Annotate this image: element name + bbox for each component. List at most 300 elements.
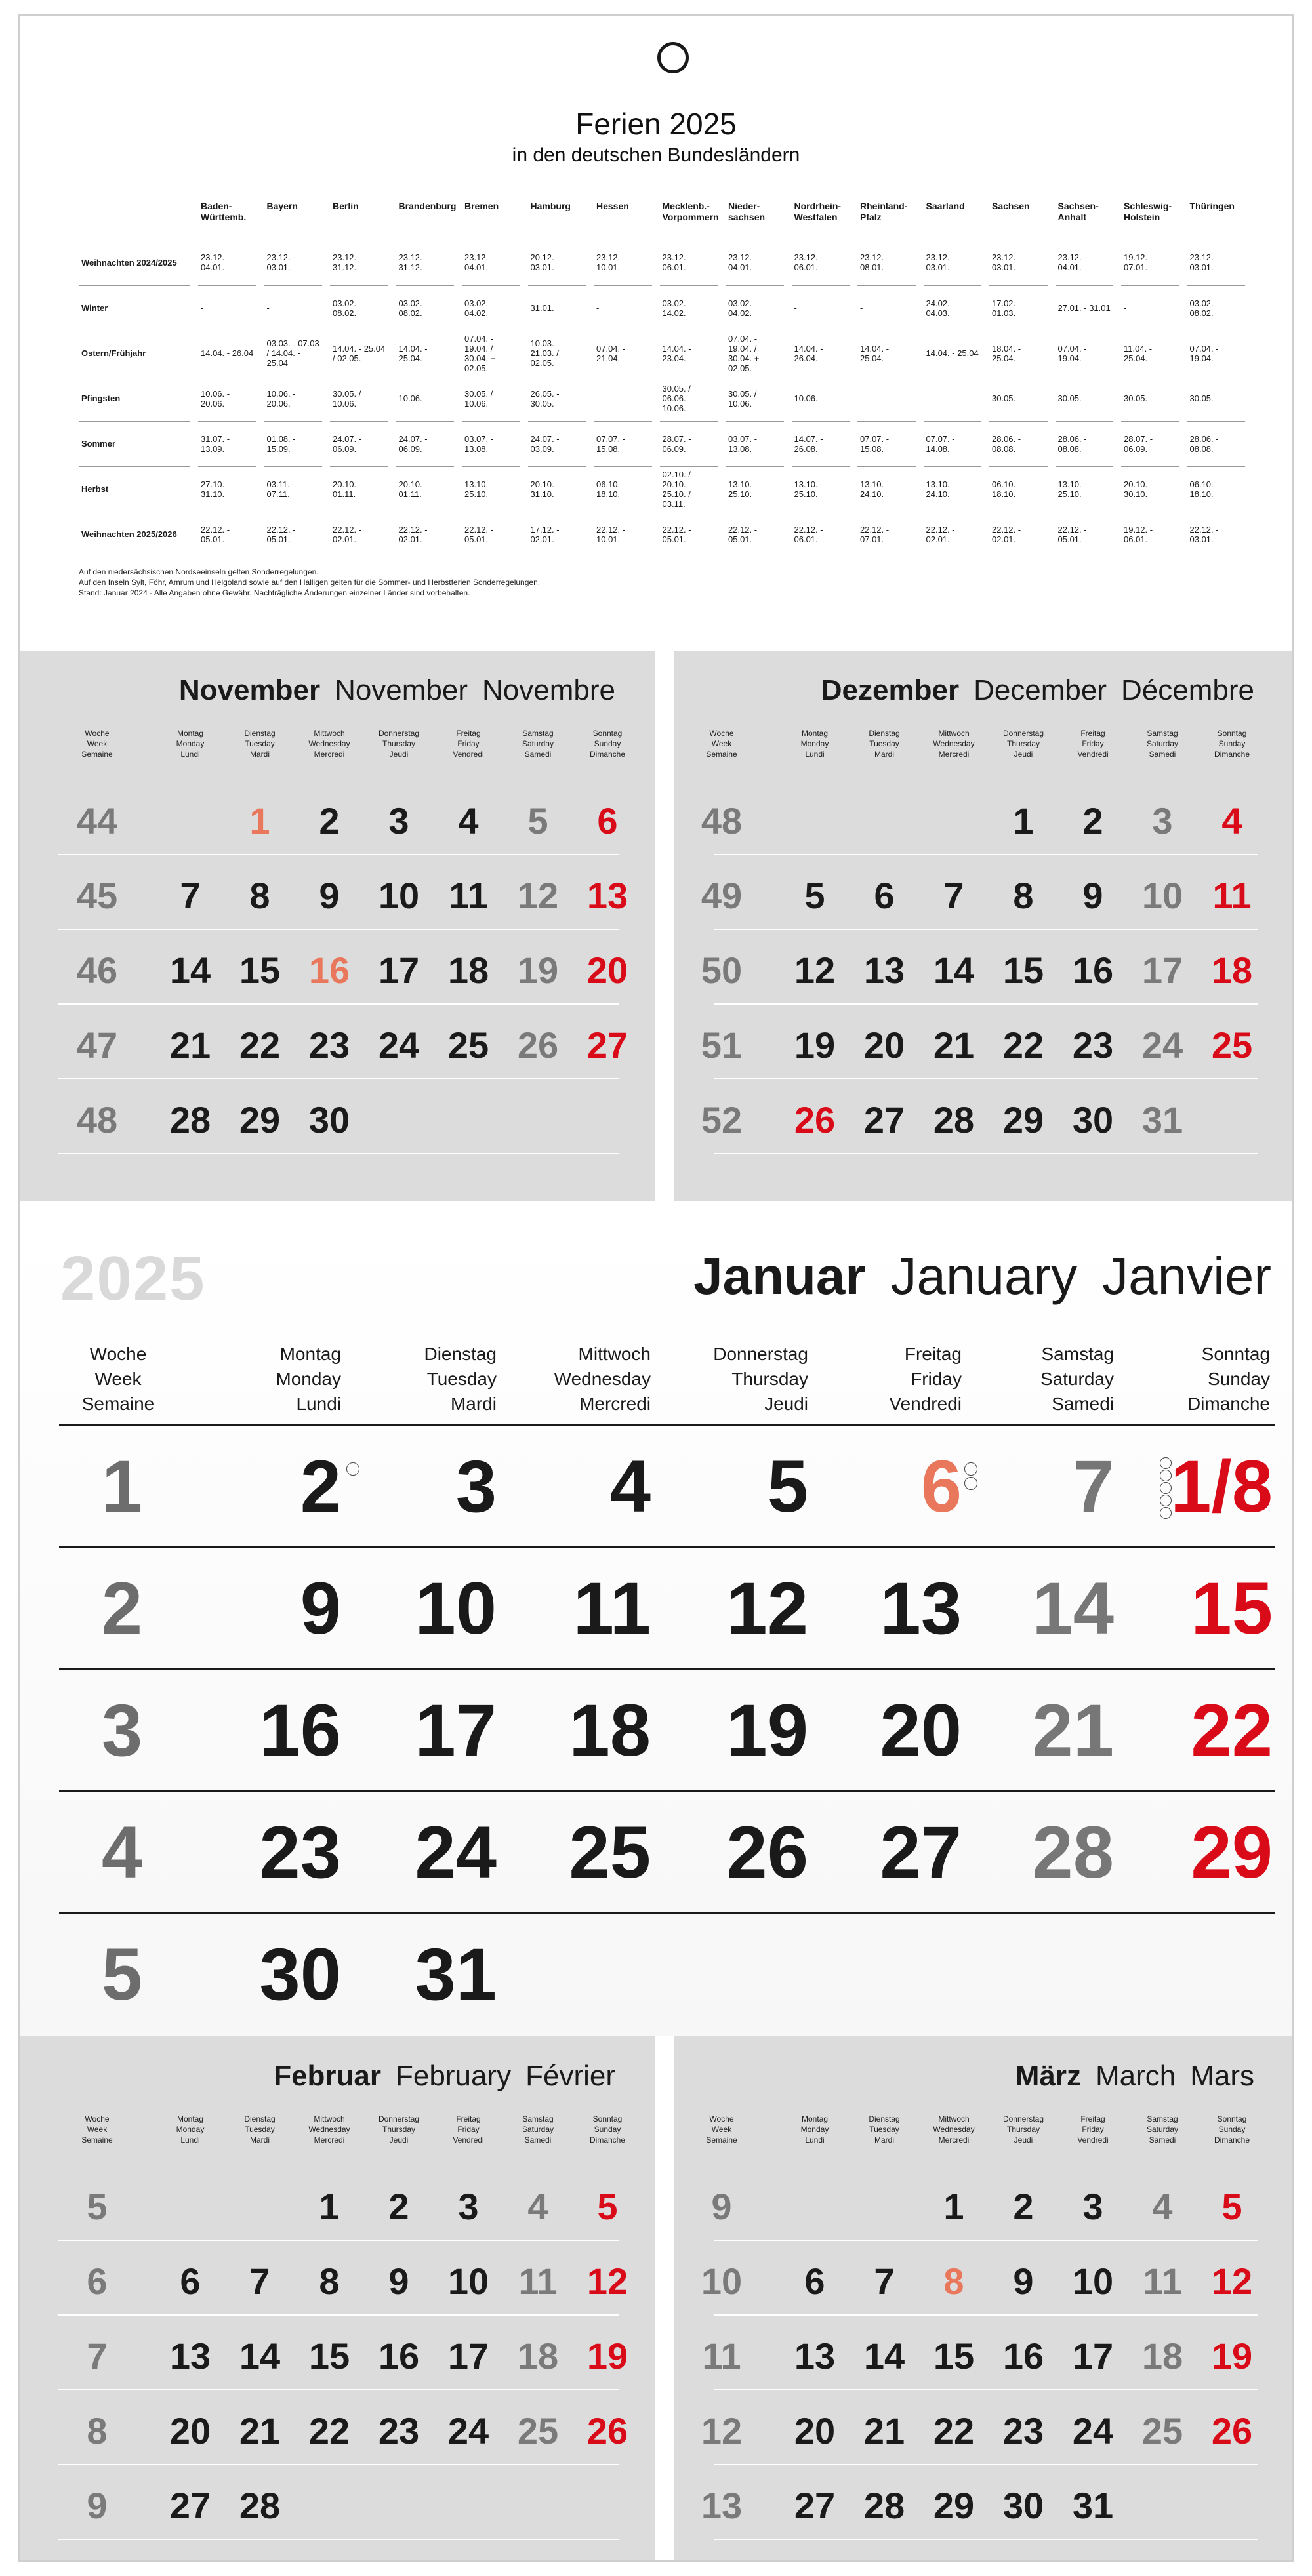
month-name-en: November [335,674,468,706]
day-number: 12 [1211,2261,1253,2302]
holiday-cell: 20.10. - 30.10. [1117,466,1183,512]
day-number: 19 [1211,2335,1253,2377]
week-number: 2 [101,1567,143,1649]
holiday-row [79,512,1249,557]
day-number: 12 [517,875,559,916]
day-number: 10 [447,2261,489,2302]
holiday-table [79,194,1253,557]
day-number: 26 [794,1099,836,1140]
holiday-cell: 14.04. - 23.04. [656,331,722,376]
week-number: 3 [101,1689,143,1771]
day-number: 13 [794,2335,836,2377]
weekday-header: Sonntag Sunday Dimanche [589,729,626,759]
day-number: 30 [308,1099,350,1140]
holiday-cell: 14.04. - 25.04. [853,331,920,376]
week-number: 11 [702,2335,741,2377]
holiday-cell: 23.12. - 03.01. [985,240,1052,285]
weekday-header: Montag Monday Lundi [800,2114,829,2144]
week-number: 9 [87,2485,108,2526]
holiday-cell: 22.12. - 05.01. [458,512,524,557]
month-name-en: March [1095,2060,1176,2092]
weekday-header: Dienstag Tuesday Mardi [244,2114,276,2144]
month-name-fr: Février [525,2060,615,2092]
holiday-cell: 23.12. - 04.01. [1052,240,1118,285]
holiday-row-label: Sommer [79,421,194,466]
holiday-marker-icon [964,1462,977,1476]
holiday-row-label: Winter [79,285,194,331]
holiday-row [79,240,1249,285]
day-number: 22 [1002,1024,1044,1066]
day-number: 25 [569,1811,651,1893]
day-number: 15 [308,2335,350,2377]
holiday-cell: 30.05. / 10.06. [722,376,788,421]
week-row-divider [714,854,1258,855]
holiday-cell: 10.06. - 20.06. [194,376,260,421]
day-number: 25 [1141,2410,1183,2451]
small-month-title [274,2060,615,2093]
day-number: 1 [249,800,270,841]
holiday-cell: 13.10. - 25.10. [1052,466,1118,512]
week-number: 4 [101,1811,143,1893]
day-number: 13 [863,950,905,991]
holiday-cell: 22.12. - 02.01. [920,512,986,557]
day-number: 17 [415,1689,497,1771]
holiday-cell: 07.04. - 21.04. [590,331,656,376]
holiday-cell: 03.02. - 08.02. [392,285,459,331]
weekday-header: Mittwoch Wednesday Mercredi [554,1344,651,1414]
holiday-cell: 23.12. - 04.01. [722,240,788,285]
month-name-fr: Décembre [1121,674,1254,706]
holiday-cell: 30.05. / 10.06. [326,376,392,421]
day-number: 12 [726,1567,808,1649]
week-number: 12 [701,2410,743,2451]
holiday-marker-icon [1160,1507,1172,1519]
day-number: 29 [1191,1811,1273,1893]
day-number: 9 [1082,875,1103,916]
day-number: 4 [1152,2186,1173,2227]
day-number: 12 [794,950,836,991]
day-number: 21 [169,1024,211,1066]
week-row-divider [58,2240,619,2241]
holiday-cell: 22.12. - 06.01. [788,512,854,557]
small-month-title [1015,2060,1254,2093]
day-number: 18 [517,2335,559,2377]
day-number: 22 [1191,1689,1273,1771]
holiday-cell: 14.04. - 25.04 [920,331,986,376]
week-row-divider [714,2539,1258,2540]
holiday-cell: 07.04. - 19.04. [1052,331,1118,376]
holiday-cell: 01.08. - 15.09. [260,421,327,466]
holiday-note: Stand: Januar 2024 - Alle Angaben ohne Gewähr. Nachträgliche Änderungen einzelner Länder sind vorbehalten. [79,588,470,597]
week-number: 9 [711,2186,732,2227]
holiday-state-header: Sachsen- Anhalt [1052,194,1118,240]
holiday-cell: 14.07. - 26.08. [788,421,854,466]
weekday-header: Montag Monday Lundi [800,729,829,759]
day-number: 3 [455,1445,497,1527]
day-number: 9 [388,2261,409,2302]
holiday-marker-icon [346,1462,359,1476]
holiday-cell: 27.10. - 31.10. [194,466,260,512]
holiday-cell: 31.07. - 13.09. [194,421,260,466]
holiday-cell: 23.12. - 08.01. [853,240,920,285]
week-number: 48 [76,1099,118,1140]
week-row-divider [58,2539,619,2540]
week-row-divider [714,929,1258,930]
holiday-cell: 23.12. - 31.12. [326,240,392,285]
holiday-cell: 07.07. - 15.08. [853,421,920,466]
week-row-divider [58,1153,619,1154]
week-row-divider [58,1078,619,1079]
week-number: 45 [76,875,118,916]
day-number: 8 [249,875,270,916]
week-number: 5 [87,2186,108,2227]
week-number: 10 [701,2261,743,2302]
week-number: 51 [701,1024,743,1066]
month-name-de: Februar [274,2060,382,2092]
holiday-cell: 07.04. - 19.04. / 30.04. + 02.05. [458,331,524,376]
weekday-header: Dienstag Tuesday Mardi [244,729,276,759]
month-name-de: März [1015,2060,1081,2092]
holiday-cell: 24.07. - 03.09. [524,421,590,466]
holiday-state-header: Bremen [458,194,524,240]
holiday-row-label: Weihnachten 2024/2025 [79,240,194,285]
weekday-header: Donnerstag Thursday Jeudi [378,729,420,759]
holiday-cell: 07.07. - 15.08. [590,421,656,466]
holiday-state-header: Hamburg [524,194,590,240]
day-number: 29 [239,1099,281,1140]
day-number: 28 [239,2485,281,2526]
day-number: 3 [388,800,409,841]
day-number: 25 [447,1024,489,1066]
day-number: 17 [1072,2335,1114,2377]
day-number: 19 [726,1689,808,1771]
month-name-fr: Janvier [1102,1247,1271,1305]
holiday-cell: 23.12. - 10.01. [590,240,656,285]
week-row-divider [714,2389,1258,2390]
weekday-header: Freitag Friday Vendredi [1077,2114,1109,2144]
weekday-header: Montag Monday Lundi [176,2114,205,2144]
week-number: 13 [701,2485,743,2526]
day-number: 23 [1072,1024,1114,1066]
holiday-cell: 23.12. - 03.01. [920,240,986,285]
holiday-title: Ferien 2025 [575,107,737,141]
holiday-cell: 13.10. - 24.10. [920,466,986,512]
day-number: 2 [319,800,340,841]
day-number: 6 [804,2261,825,2302]
holiday-cell: 14.04. - 25.04. [392,331,459,376]
holiday-cell: 28.06. - 08.08. [985,421,1052,466]
weekday-header: Dienstag Tuesday Mardi [424,1344,497,1414]
day-number: 15 [933,2335,975,2377]
year-label: 2025 [60,1243,206,1314]
holiday-cell: 20.10. - 01.11. [392,466,459,512]
holiday-notes [79,567,540,598]
day-number: 23 [1002,2410,1044,2451]
week-row-divider [59,1546,1275,1548]
day-number: 8 [943,2261,964,2302]
day-number: 31 [1072,2485,1114,2526]
day-number: 7 [1073,1445,1114,1527]
week-row-divider [58,1003,619,1005]
day-number: 5 [767,1445,808,1527]
weekday-header: Dienstag Tuesday Mardi [869,729,900,759]
week-number: 47 [76,1024,118,1066]
holiday-section [18,14,1294,651]
holiday-cell: 30.05. [1117,376,1183,421]
holiday-marker-icon [1160,1457,1172,1469]
holiday-cell: 03.03. - 07.03 / 14.04. - 25.04 [260,331,327,376]
day-number: 16 [259,1689,341,1771]
holiday-cell: 22.12. - 05.01. [656,512,722,557]
holiday-cell: 17.12. - 02.01. [524,512,590,557]
holiday-cell: - [194,285,260,331]
day-number: 21 [933,1024,975,1066]
day-number: 11 [1212,875,1252,916]
weekday-header: Freitag Friday Vendredi [1077,729,1109,759]
holiday-cell: 18.04. - 25.04. [985,331,1052,376]
holiday-cell: 23.12. - 04.01. [458,240,524,285]
day-number: 22 [308,2410,350,2451]
main-month-title [693,1246,1271,1306]
week-number: 52 [701,1099,743,1140]
holiday-marker-icon [1160,1482,1172,1494]
day-number: 4 [458,800,479,841]
day-number: 19 [794,1024,836,1066]
day-number: 22 [239,1024,281,1066]
day-number: 29 [1002,1099,1044,1140]
day-number: 1 [1013,800,1034,841]
holiday-cell: 22.12. - 05.01. [260,512,327,557]
day-number: 3 [1152,800,1173,841]
day-number: 13 [586,875,628,916]
holiday-state-header: Berlin [326,194,392,240]
day-number: 11 [573,1567,651,1649]
month-name-de: Januar [693,1247,866,1305]
day-number: 16 [378,2335,420,2377]
day-number: 6 [180,2261,201,2302]
day-number: 15 [239,950,281,991]
holiday-cell: 13.10. - 25.10. [722,466,788,512]
holiday-cell: 03.11. - 07.11. [260,466,327,512]
holiday-cell: 28.07. - 06.09. [656,421,722,466]
holiday-cell: 03.02. - 08.02. [326,285,392,331]
week-number: 44 [76,800,118,841]
day-number: 20 [169,2410,211,2451]
weekday-header: Sonntag Sunday Dimanche [1214,729,1250,759]
holiday-cell: 24.07. - 06.09. [392,421,459,466]
holiday-cell: 24.07. - 06.09. [326,421,392,466]
holiday-cell: 23.12. - 04.01. [194,240,260,285]
day-number: 13 [880,1567,962,1649]
holiday-state-header: Nieder- sachsen [722,194,788,240]
holiday-cell: 14.04. - 26.04 [194,331,260,376]
day-number: 20 [880,1689,962,1771]
week-row-divider [714,1153,1258,1154]
holiday-cell: - [1117,285,1183,331]
holiday-cell: 23.12. - 03.01. [1183,240,1250,285]
week-row-divider [714,2464,1258,2465]
week-number: 7 [87,2335,108,2377]
day-number: 7 [874,2261,895,2302]
day-number: 28 [863,2485,905,2526]
day-number: 18 [569,1689,651,1771]
weekday-header: Samstag Saturday Samedi [522,729,554,759]
holiday-cell: - [788,285,854,331]
holiday-cell: 28.06. - 08.08. [1052,421,1118,466]
holiday-cell: 30.05. / 06.06. - 10.06. [656,376,722,421]
day-number: 5 [527,800,548,841]
day-number: 27 [863,1099,905,1140]
day-number: 26 [1211,2410,1253,2451]
day-number: 7 [943,875,964,916]
day-number: 16 [1072,950,1114,991]
day-number: 9 [319,875,340,916]
holiday-cell: 30.05. [985,376,1052,421]
day-number: 15 [1002,950,1044,991]
day-number: 27 [880,1811,962,1893]
weekday-header: Donnerstag Thursday Jeudi [378,2114,420,2144]
holiday-cell: 14.04. - 26.04. [788,331,854,376]
holiday-cell: 07.04. - 19.04. [1183,331,1250,376]
day-number: 14 [239,2335,281,2377]
month-name-en: February [396,2060,512,2092]
day-number: 4 [527,2186,548,2227]
holiday-cell: - [260,285,327,331]
holiday-cell: 22.12. - 05.01. [722,512,788,557]
day-number: 6 [597,800,618,841]
holiday-cell: 03.07. - 13.08. [458,421,524,466]
holiday-cell: 22.12. - 10.01. [590,512,656,557]
day-number: 9 [300,1567,341,1649]
week-row-divider [714,1003,1258,1005]
day-number: 23 [308,1024,350,1066]
week-row-divider [58,2389,619,2390]
day-number: 31 [1141,1099,1183,1140]
holiday-cell: 22.12. - 02.01. [326,512,392,557]
holiday-cell: 13.10. - 24.10. [853,466,920,512]
holiday-cell: 22.12. - 07.01. [853,512,920,557]
holiday-row-label: Ostern/Frühjahr [79,331,194,376]
week-row-divider [714,2314,1258,2316]
weekday-header: Sonntag Sunday Dimanche [589,2114,626,2144]
day-number: 28 [169,1099,211,1140]
day-number: 20 [586,950,628,991]
holiday-cell: 10.06. [392,376,459,421]
holiday-cell: 11.04. - 25.04. [1117,331,1183,376]
holiday-cell: 28.07. - 06.09. [1117,421,1183,466]
holiday-cell: 30.05. [1052,376,1118,421]
holiday-marker-icon [1160,1495,1172,1506]
holiday-cell: 20.12. - 03.01. [524,240,590,285]
holiday-cell: 10.03. - 21.03. / 02.05. [524,331,590,376]
week-number: 46 [76,950,118,991]
day-number: 2 [1013,2186,1034,2227]
weekday-header: Sonntag Sunday Dimanche [1187,1344,1270,1414]
week-row-divider [714,2240,1258,2241]
day-number: 14 [933,950,975,991]
holiday-state-header: Sachsen [985,194,1052,240]
holiday-cell: 20.10. - 01.11. [326,466,392,512]
week-number: 48 [701,800,743,841]
weekday-header: Freitag Friday Vendredi [889,1344,962,1414]
day-number: 11 [449,875,488,916]
weekday-header: Samstag Saturday Samedi [522,2114,554,2144]
day-number: 2 [388,2186,409,2227]
holiday-cell: 07.07. - 14.08. [920,421,986,466]
week-column-header: Woche Week Semaine [81,729,113,759]
holiday-state-header: Baden- Württemb. [194,194,260,240]
day-number: 3 [1082,2186,1103,2227]
day-number: 13 [169,2335,211,2377]
holiday-state-header: Schleswig- Holstein [1117,194,1183,240]
day-number: 24 [447,2410,489,2451]
holiday-cell: 30.05. [1183,376,1250,421]
day-number: 28 [933,1099,975,1140]
holiday-cell: - [853,376,920,421]
holiday-cell: 24.02. - 04.03. [920,285,986,331]
day-number: 24 [1072,2410,1114,2451]
weekday-header: Freitag Friday Vendredi [453,2114,484,2144]
holiday-cell: 22.12. - 03.01. [1183,512,1250,557]
week-number: 1 [101,1445,143,1527]
weekday-header: Samstag Saturday Samedi [1146,729,1179,759]
holiday-marker-icon [964,1477,977,1490]
weekday-header: Mittwoch Wednesday Mercredi [308,2114,350,2144]
day-number: 5 [804,875,825,916]
day-number: 2 [300,1445,341,1527]
holiday-row [79,376,1249,421]
week-row-divider [59,1912,1275,1914]
holiday-cell: - [590,376,656,421]
day-number: 24 [415,1811,497,1893]
holiday-cell: 22.12. - 05.01. [1052,512,1118,557]
day-number: 5 [1221,2186,1242,2227]
holiday-row [79,331,1249,376]
weekday-header: Sonntag Sunday Dimanche [1214,2114,1250,2144]
holiday-cell: 02.10. / 20.10. - 25.10. / 03.11. [656,466,722,512]
week-row-divider [58,2314,619,2316]
weekday-header: Mittwoch Wednesday Mercredi [933,729,975,759]
week-column-header: Woche Week Semaine [706,2114,737,2144]
hanging-hole-icon [657,42,689,73]
holiday-row-label: Pfingsten [79,376,194,421]
day-number: 17 [447,2335,489,2377]
day-number: 16 [1002,2335,1044,2377]
week-number: 49 [701,875,743,916]
day-number: 30 [1072,1099,1114,1140]
day-number: 22 [933,2410,975,2451]
holiday-row [79,285,1249,331]
holiday-cell: 23.12. - 03.01. [260,240,327,285]
week-row-divider [59,1790,1275,1792]
holiday-cell: 27.01. - 31.01 [1052,285,1118,331]
holiday-state-header: Bayern [260,194,327,240]
day-number: 28 [1032,1811,1114,1893]
month-name-en: December [974,674,1107,706]
holiday-cell: - [590,285,656,331]
day-number: 30 [1002,2485,1044,2526]
week-row-divider [58,854,619,855]
holiday-cell: 23.12. - 31.12. [392,240,459,285]
holiday-cell: 10.06. [788,376,854,421]
day-number: 16 [308,950,350,991]
day-number: 17 [1141,950,1183,991]
holiday-cell: 28.06. - 08.08. [1183,421,1250,466]
holiday-row-label: Weihnachten 2025/2026 [79,512,194,557]
day-number: 1 [319,2186,340,2227]
weekday-header: Donnerstag Thursday Jeudi [713,1344,808,1414]
holiday-row [79,466,1249,512]
